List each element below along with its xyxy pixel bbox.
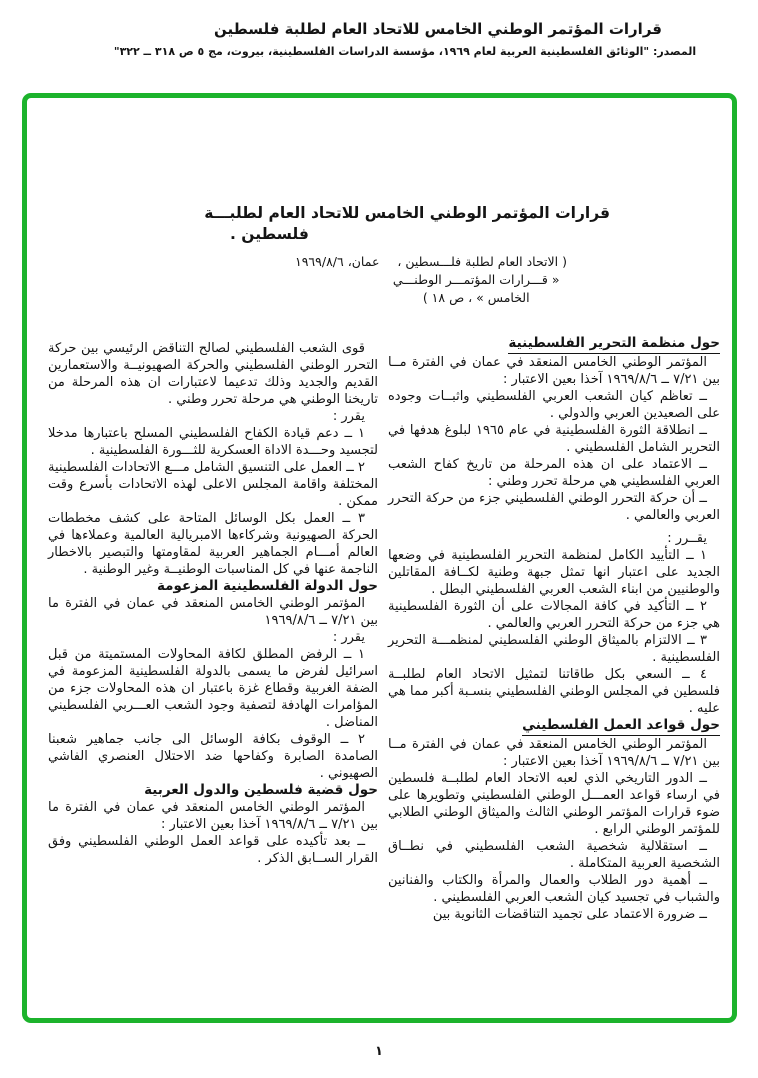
citation-source xyxy=(385,253,567,307)
paragraph: المؤتمر الوطني الخامس المنعقد في عمان في الفترة ما بين ٧/٢١ ــ ١٩٦٩/٨/٦ xyxy=(48,596,378,628)
paragraph: ٤ ــ السعي بكل طاقاتنا لتمثيل الاتحاد العام لطلبــة فلسطين في المجلس الوطني الفلسطيني بنسـبة أكبر مما هي عليه . xyxy=(388,667,720,716)
paragraph: ٢ ــ الوقوف بكافة الوسائل الى جانب جماهير شعبنا الصامدة الصابرة وكفاحها ضد الاحتلال العنصري الفاشي الصهيوني . xyxy=(48,732,378,781)
paragraph: المؤتمر الوطني الخامس المنعقد في عمان في الفترة مــا بين ٧/٢١ ــ ١٩٦٩/٨/٦ آخذا بعين الاعتبار : xyxy=(388,737,720,769)
paragraph: ١ ــ الرفض المطلق لكافة المحاولات المستميتة من قبل اسرائيل لفرض ما يسمى بالدولة الفلسطينية المزعومة في الضفة الغربية وقطاع غزة باعتبار ان هذه المحاولات جزء من المؤامرات الهادفة لتصفية وجود الشعب العـــربي الفلسطيني المناضل . xyxy=(48,647,378,730)
paragraph: المؤتمر الوطني الخامس المنعقد في عمان في الفترة ما بين ٧/٢١ ــ ١٩٦٩/٨/٦ آخذا بعين الاعتبار : xyxy=(48,800,378,832)
paragraph: ــ تعاظم كيان الشعب العربي الفلسطيني واثبــات وجوده على الصعيدين العربي والدولي . xyxy=(388,389,720,421)
paragraph: يقــرر : xyxy=(667,531,707,546)
column-left xyxy=(48,340,378,867)
paragraph: المؤتمر الوطني الخامس المنعقد في عمان في الفترة مــا بين ٧/٢١ ــ ١٩٦٩/٨/٦ آخذا بعين الاعتبار : xyxy=(388,355,720,387)
paragraph: ٣ ــ العمل بكل الوسائل المتاحة على كشف مخططات الحركة الصهيونية وشركاءها الامبريالية العالمية وعملاءها في العالم أمـــام الجماهير العربية لمقاومتها والتبصير بالاخطار الناجمة عنها في كل المناسبات الوطنيــة وغير الوطنية . xyxy=(48,511,378,577)
paragraph: ــ الاعتماد على ان هذه المرحلة من تاريخ كفاح الشعب العربي الفلسطيني هي مرحلة تحرر وطني : xyxy=(388,457,720,489)
citation-block xyxy=(295,253,567,307)
paragraph: ــ الدور التاريخي الذي لعبه الاتحاد العام لطلبــة فلسطين في ارساء قواعد العمـــل الوطني الفلسطيني وتطويرها على ضوء قرارات المؤتمر الوطني الثالث والميثاق الوطني الطلابي للمؤتمر الوطني الرابع . xyxy=(388,771,720,837)
dateline: عمان، ١٩٦٩/٨/٦ xyxy=(295,254,380,269)
paragraph: ١ ــ دعم قيادة الكفاح الفلسطيني المسلح باعتبارها مدخلا لتجسيد وحـــدة الاداة العسكرية للثـــورة الفلسطينية . xyxy=(48,426,378,458)
paragraph: ٢ ــ العمل على التنسيق الشامل مـــع الاتحادات الفلسطينية المختلفة واقامة المجلس الاعلى لهذه الاتحادات بأسرع وقت ممكن . xyxy=(48,460,378,509)
paragraph: ــ أهمية دور الطلاب والعمال والمرأة والكتاب والفنانين والشباب في تجسيد كيان الشعب العربي الفلسطيني . xyxy=(388,873,720,905)
citation-line1: ( الاتحاد العام لطلبة فلـــسطين ، xyxy=(397,254,567,269)
paragraph: يقرر : xyxy=(332,630,365,645)
document-frame xyxy=(22,93,737,1023)
page-number: ١ xyxy=(375,1044,383,1059)
header-title: قرارات المؤتمر الوطني الخامس للاتحاد العام لطلبة فلسطين xyxy=(214,20,662,38)
document-title-line1: قرارات المؤتمر الوطني الخامس للاتحاد العام لطلبـــة xyxy=(204,204,610,222)
paragraph: ١ ــ التأييد الكامل لمنظمة التحرير الفلسطينية في وضعها الجديد على اعتبار انها تمثل جبهة وطنية لكــافة المقاتلين والوطنيين من ابناء الشعب العربي الفلسطيني البطل . xyxy=(388,548,720,597)
section-heading-work-bases: حول قواعد العمل الفلسطيني xyxy=(388,717,720,736)
section-heading-plo: حول منظمة التحرير الفلسطينية xyxy=(388,335,720,354)
paragraph: ــ بعد تأكيده على قواعد العمل الوطني الفلسطيني وفق القرار الســابق الذكر . xyxy=(48,834,378,866)
paragraph: ــ انطلاقة الثورة الفلسطينية في عام ١٩٦٥ لبلوغ هدفها في التحرير الشامل الفلسطيني . xyxy=(388,423,720,455)
citation-line3: الخامس » ، ص ١٨ ) xyxy=(422,290,530,305)
paragraph: ــ أن حركة التحرر الوطني الفلسطيني جزء من حركة التحرر العربي والعالمي . xyxy=(388,491,720,523)
section-heading-alleged-state: حول الدولة الفلسطينية المزعومة xyxy=(156,578,378,594)
page-header xyxy=(0,20,758,58)
paragraph: يقرر : xyxy=(332,409,365,424)
column-right xyxy=(388,335,720,923)
citation-line2: « قـــرارات المؤتمـــر الوطنـــي xyxy=(392,272,560,287)
paragraph: ٢ ــ التأكيد في كافة المجالات على أن الثورة الفلسطينية هي جزء من حركة التحرر العربي والعالمي . xyxy=(388,599,720,631)
paragraph: قوى الشعب الفلسطيني لصالح التناقض الرئيسي بين حركة التحرر الوطني الفلسطيني والحركة الصهيونيــة والاستعمارين القديم والجديد وذلك تدعيما لاعتبارات ان هذه المرحلة من تاريخنا الوطني هي مرحلة تحرر وطني . xyxy=(48,341,378,407)
header-source-citation: المصدر: "الوثائق الفلسطينية العربية لعام ١٩٦٩، مؤسسة الدراسات الفلسطينية، بيروت، مج ٥ ص ٣١٨ ــ ٣٢٢" xyxy=(113,45,697,58)
document-title-line2: فلسطين . xyxy=(230,225,309,243)
document-title xyxy=(204,203,610,245)
section-heading-arab-states: حول قضية فلسطين والدول العربية xyxy=(144,782,378,798)
paragraph: ــ ضرورة الاعتماد على تجميد التناقضات الثانوية بين xyxy=(432,907,707,922)
paragraph: ــ استقلالية شخصية الشعب الفلسطيني في نطــاق الشخصية العربية المتكاملة . xyxy=(388,839,720,871)
paragraph: ٣ ــ الالتزام بالميثاق الوطني الفلسطيني لمنظمـــة التحرير الفلسطينية . xyxy=(388,633,720,665)
